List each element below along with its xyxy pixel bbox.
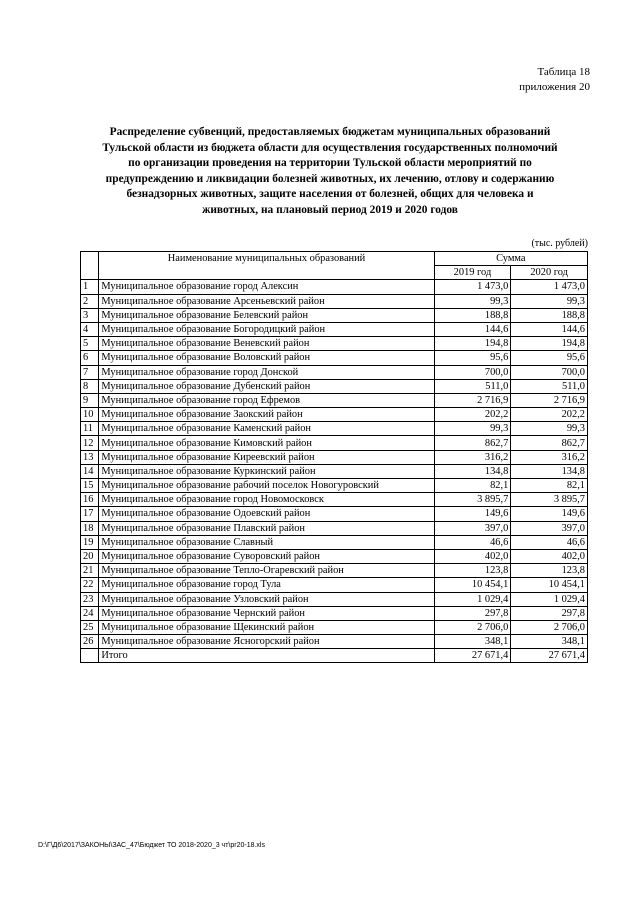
value-2019: 82,1 (434, 479, 511, 493)
municipality-name: Муниципальное образование Щекинский район (99, 620, 434, 634)
table-row (81, 578, 588, 592)
value-2019: 95,6 (434, 351, 511, 365)
header-name: Наименование муниципальных образований (99, 252, 434, 280)
table-row (81, 549, 588, 563)
table-body (81, 280, 588, 663)
municipality-name: Муниципальное образование Дубенский район (99, 379, 434, 393)
table-row (81, 280, 588, 294)
file-path: D:\Г\Д6\2017\ЗАКОНЫ\ЗАС_47\Бюджет ТО 2018-2020_3 чт\pr20-18.xls (38, 842, 265, 849)
municipality-name: Муниципальное образование Узловский район (99, 592, 434, 606)
municipality-name: Муниципальное образование город Тула (99, 578, 434, 592)
table-row (81, 294, 588, 308)
row-number: 6 (81, 351, 99, 365)
value-2019: 99,3 (434, 422, 511, 436)
row-number: 22 (81, 578, 99, 592)
table-row (81, 493, 588, 507)
municipality-name: Муниципальное образование Каменский район (99, 422, 434, 436)
header-sum: Сумма (434, 252, 587, 266)
table-row (81, 620, 588, 634)
row-number: 3 (81, 308, 99, 322)
row-number: 9 (81, 393, 99, 407)
value-2019: 2 716,9 (434, 393, 511, 407)
municipality-name: Муниципальное образование рабочий поселок Новогуровский (99, 479, 434, 493)
row-number: 12 (81, 436, 99, 450)
value-2020: 402,0 (511, 549, 588, 563)
row-number: 17 (81, 507, 99, 521)
value-2020: 2 716,9 (511, 393, 588, 407)
table-row (81, 592, 588, 606)
value-2020: 316,2 (511, 450, 588, 464)
row-number: 18 (81, 521, 99, 535)
municipality-name: Муниципальное образование Белевский район (99, 308, 434, 322)
table-row (81, 393, 588, 407)
value-2020: 10 454,1 (511, 578, 588, 592)
row-number: 14 (81, 464, 99, 478)
value-2019: 1 029,4 (434, 592, 511, 606)
value-2019: 2 706,0 (434, 620, 511, 634)
municipality-name: Муниципальное образование город Новомосковск (99, 493, 434, 507)
municipality-name: Муниципальное образование Киреевский район (99, 450, 434, 464)
value-2020: 202,2 (511, 408, 588, 422)
table-row (81, 507, 588, 521)
value-2020: 123,8 (511, 564, 588, 578)
municipality-name: Итого (99, 649, 434, 663)
row-number: 5 (81, 337, 99, 351)
municipality-name: Муниципальное образование Ясногорский район (99, 635, 434, 649)
row-number: 26 (81, 635, 99, 649)
value-2019: 202,2 (434, 408, 511, 422)
value-2019: 3 895,7 (434, 493, 511, 507)
table-row (81, 464, 588, 478)
title-line: по организации проведения на территории Тульской области мероприятий по (128, 157, 532, 169)
row-number: 25 (81, 620, 99, 634)
row-number: 10 (81, 408, 99, 422)
table-row (81, 635, 588, 649)
municipality-name: Муниципальное образование Куркинский район (99, 464, 434, 478)
row-number: 4 (81, 322, 99, 336)
header-year-2019: 2019 год (434, 266, 511, 280)
table-row (81, 479, 588, 493)
value-2019: 144,6 (434, 322, 511, 336)
table-row (81, 564, 588, 578)
value-2020: 511,0 (511, 379, 588, 393)
table-row (81, 337, 588, 351)
row-number: 11 (81, 422, 99, 436)
value-2019: 700,0 (434, 365, 511, 379)
value-2020: 134,8 (511, 464, 588, 478)
title-line: Распределение субвенций, предоставляемых бюджетам муниципальных образований (109, 126, 551, 138)
header-year-2020: 2020 год (511, 266, 588, 280)
value-2019: 348,1 (434, 635, 511, 649)
value-2019: 188,8 (434, 308, 511, 322)
municipality-name: Муниципальное образование Одоевский район (99, 507, 434, 521)
value-2020: 700,0 (511, 365, 588, 379)
municipality-name: Муниципальное образование Кимовский район (99, 436, 434, 450)
value-2019: 10 454,1 (434, 578, 511, 592)
distribution-table (80, 251, 588, 663)
value-2019: 402,0 (434, 549, 511, 563)
table-row (81, 408, 588, 422)
value-2020: 3 895,7 (511, 493, 588, 507)
value-2020: 348,1 (511, 635, 588, 649)
reference-line-2: приложения 20 (519, 81, 590, 93)
row-number: 7 (81, 365, 99, 379)
value-2020: 194,8 (511, 337, 588, 351)
table-row (81, 436, 588, 450)
row-number: 1 (81, 280, 99, 294)
table-row (81, 379, 588, 393)
row-number: 15 (81, 479, 99, 493)
title-line: предупреждению и ликвидации болезней животных, их лечению, отлову и содержанию (105, 172, 555, 185)
value-2020: 2 706,0 (511, 620, 588, 634)
table-header-row (81, 252, 588, 266)
value-2020: 144,6 (511, 322, 588, 336)
value-2020: 46,6 (511, 535, 588, 549)
municipality-name: Муниципальное образование город Ефремов (99, 393, 434, 407)
units-label: (тыс. рублей) (531, 238, 588, 249)
table-row (81, 322, 588, 336)
title-line: Тульской области из бюджета области для осуществления государственных полномочий (102, 141, 558, 154)
value-2020: 95,6 (511, 351, 588, 365)
value-2020: 297,8 (511, 606, 588, 620)
value-2019: 397,0 (434, 521, 511, 535)
table-row (81, 450, 588, 464)
value-2019: 123,8 (434, 564, 511, 578)
value-2019: 1 473,0 (434, 280, 511, 294)
title-line: животных, на плановый период 2019 и 2020 годов (202, 203, 458, 216)
value-2019: 149,6 (434, 507, 511, 521)
municipality-name: Муниципальное образование Тепло-Огаревский район (99, 564, 434, 578)
row-number: 16 (81, 493, 99, 507)
table-row (81, 308, 588, 322)
municipality-name: Муниципальное образование Плавский район (99, 521, 434, 535)
municipality-name: Муниципальное образование Арсеньевский район (99, 294, 434, 308)
row-number: 20 (81, 549, 99, 563)
row-number: 13 (81, 450, 99, 464)
municipality-name: Муниципальное образование Чернский район (99, 606, 434, 620)
municipality-name: Муниципальное образование город Алексин (99, 280, 434, 294)
table-reference (470, 65, 590, 95)
value-2020: 99,3 (511, 294, 588, 308)
value-2019: 194,8 (434, 337, 511, 351)
title-line: безнадзорных животных, защите населения от болезней, общих для человека и (126, 188, 534, 200)
table-row (81, 521, 588, 535)
table-row (81, 606, 588, 620)
value-2020: 397,0 (511, 521, 588, 535)
value-2020: 862,7 (511, 436, 588, 450)
municipality-name: Муниципальное образование Славный (99, 535, 434, 549)
value-2020: 188,8 (511, 308, 588, 322)
value-2019: 862,7 (434, 436, 511, 450)
value-2020: 27 671,4 (511, 649, 588, 663)
table-row (81, 422, 588, 436)
municipality-name: Муниципальное образование Суворовский район (99, 549, 434, 563)
value-2019: 134,8 (434, 464, 511, 478)
header-number (81, 252, 99, 280)
row-number: 19 (81, 535, 99, 549)
total-row (81, 649, 588, 663)
row-number: 23 (81, 592, 99, 606)
municipality-name: Муниципальное образование Богородицкий район (99, 322, 434, 336)
table-row (81, 535, 588, 549)
row-number: 21 (81, 564, 99, 578)
municipality-name: Муниципальное образование Веневский район (99, 337, 434, 351)
row-number: 24 (81, 606, 99, 620)
table-row (81, 351, 588, 365)
value-2020: 149,6 (511, 507, 588, 521)
value-2019: 27 671,4 (434, 649, 511, 663)
value-2019: 46,6 (434, 535, 511, 549)
reference-line-1: Таблица 18 (537, 66, 590, 78)
value-2020: 99,3 (511, 422, 588, 436)
value-2019: 511,0 (434, 379, 511, 393)
municipality-name: Муниципальное образование Воловский район (99, 351, 434, 365)
row-number (81, 649, 99, 663)
municipality-name: Муниципальное образование город Донской (99, 365, 434, 379)
value-2020: 82,1 (511, 479, 588, 493)
value-2019: 297,8 (434, 606, 511, 620)
value-2019: 99,3 (434, 294, 511, 308)
value-2020: 1 029,4 (511, 592, 588, 606)
row-number: 8 (81, 379, 99, 393)
municipality-name: Муниципальное образование Заокский район (99, 408, 434, 422)
value-2020: 1 473,0 (511, 280, 588, 294)
row-number: 2 (81, 294, 99, 308)
document-title (80, 125, 580, 218)
value-2019: 316,2 (434, 450, 511, 464)
table-row (81, 365, 588, 379)
